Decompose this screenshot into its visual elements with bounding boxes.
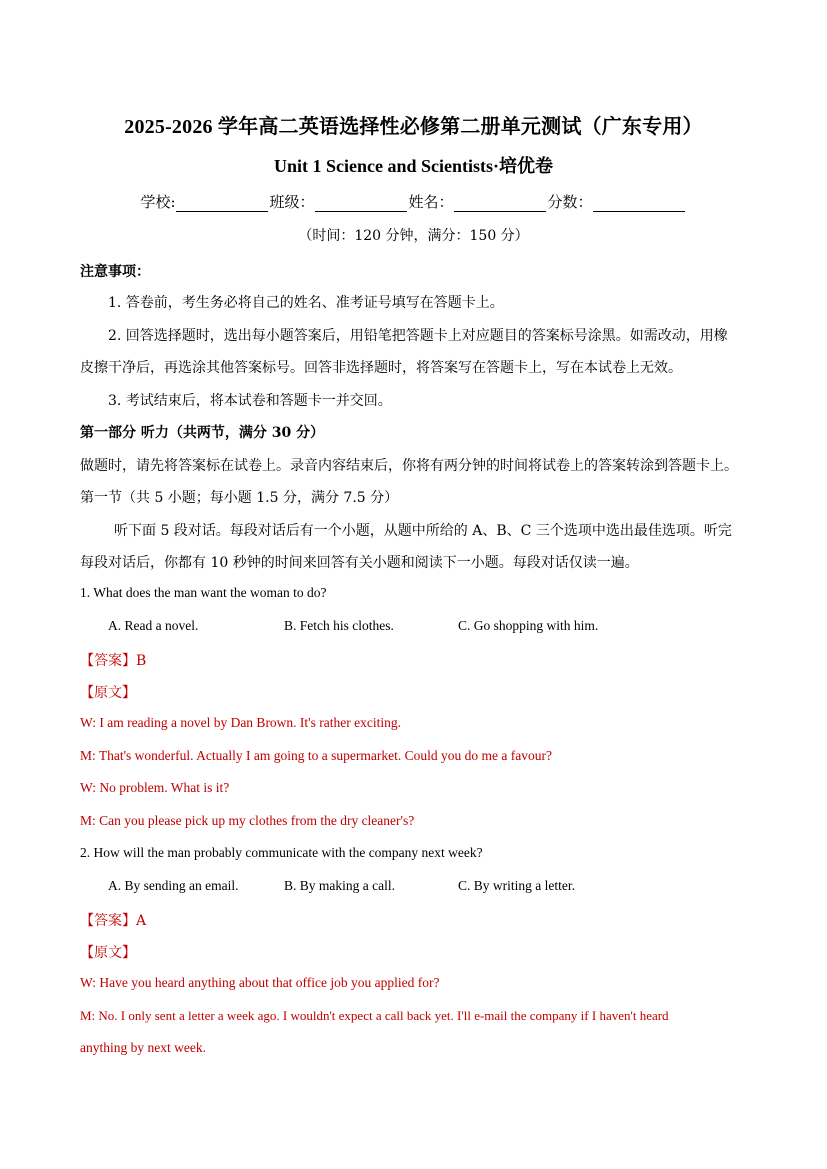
time-info: （时间：120 分钟，满分：150 分） xyxy=(298,228,529,244)
q2-transcript-line: W: Have you heard anything about that office job you applied for? xyxy=(80,975,440,990)
part1-intro: 做题时，请先将答案标在试卷上。录音内容结束后，你将有两分钟的时间将试卷上的答案转涂到答题卡上。 xyxy=(80,458,738,474)
score-label: 分数： xyxy=(547,193,593,211)
q1-option-c: C. Go shopping with him. xyxy=(458,618,599,633)
question-1: 1. What does the man want the woman to do? xyxy=(80,585,327,600)
notice-item: 3. 考试结束后，将本试卷和答题卡一并交回。 xyxy=(108,393,392,409)
q1-transcript-line: M: Can you please pick up my clothes from the dry cleaner's? xyxy=(80,813,415,828)
q1-transcript-line: W: No problem. What is it? xyxy=(80,780,230,795)
part1-heading: 第一部分 听力（共两节，满分 30 分） xyxy=(80,425,325,441)
q1-answer: 【答案】B xyxy=(80,653,147,669)
q2-transcript-label: 【原文】 xyxy=(80,945,136,961)
class-blank[interactable] xyxy=(315,196,407,212)
q1-transcript-line: W: I am reading a novel by Dan Brown. It's rather exciting. xyxy=(80,715,401,730)
student-info-fields xyxy=(0,191,827,212)
score-blank[interactable] xyxy=(593,196,685,212)
notice-item: 皮擦干净后，再选涂其他答案标号。回答非选择题时，将答案写在答题卡上，写在本试卷上无效。 xyxy=(80,360,682,376)
section1-instruction: 听下面 5 段对话。每段对话后有一个小题，从题中所给的 A、B、C 三个选项中选出最佳选项。听完 xyxy=(114,523,732,539)
name-blank[interactable] xyxy=(454,196,546,212)
section1-heading: 第一节（共 5 小题；每小题 1.5 分，满分 7.5 分） xyxy=(80,490,399,506)
notice-item: 1. 答卷前，考生务必将自己的姓名、准考证号填写在答题卡上。 xyxy=(108,295,504,311)
q2-transcript-line: anything by next week. xyxy=(80,1040,206,1055)
q1-transcript-label: 【原文】 xyxy=(80,685,136,701)
q1-option-b: B. Fetch his clothes. xyxy=(284,618,394,633)
class-label: 班级： xyxy=(269,193,315,211)
exam-subtitle: Unit 1 Science and Scientists·培优卷 xyxy=(273,156,553,176)
section1-instruction: 每段对话后，你都有 10 秒钟的时间来回答有关小题和阅读下一小题。每段对话仅读一遍。 xyxy=(80,555,639,571)
name-label: 姓名： xyxy=(408,193,454,211)
q2-transcript-line: M: No. I only sent a letter a week ago. I wouldn't expect a call back yet. I'll e-mail the company if I haven't heard xyxy=(80,1008,669,1023)
q2-option-c: C. By writing a letter. xyxy=(458,878,575,893)
exam-title: 2025-2026 学年高二英语选择性必修第二册单元测试（广东专用） xyxy=(124,116,703,138)
q2-answer: 【答案】A xyxy=(80,913,147,929)
school-blank[interactable] xyxy=(176,196,268,212)
q2-option-b: B. By making a call. xyxy=(284,878,395,893)
notice-heading: 注意事项： xyxy=(80,264,150,280)
school-label: 学校: xyxy=(140,193,176,211)
q2-option-a: A. By sending an email. xyxy=(108,878,239,893)
q1-transcript-line: M: That's wonderful. Actually I am going to a supermarket. Could you do me a favour? xyxy=(80,748,552,763)
question-2: 2. How will the man probably communicate with the company next week? xyxy=(80,845,483,860)
q1-option-a: A. Read a novel. xyxy=(108,618,199,633)
notice-item: 2. 回答选择题时，选出每小题答案后，用铅笔把答题卡上对应题目的答案标号涂黑。如需改动，用橡 xyxy=(108,328,728,344)
